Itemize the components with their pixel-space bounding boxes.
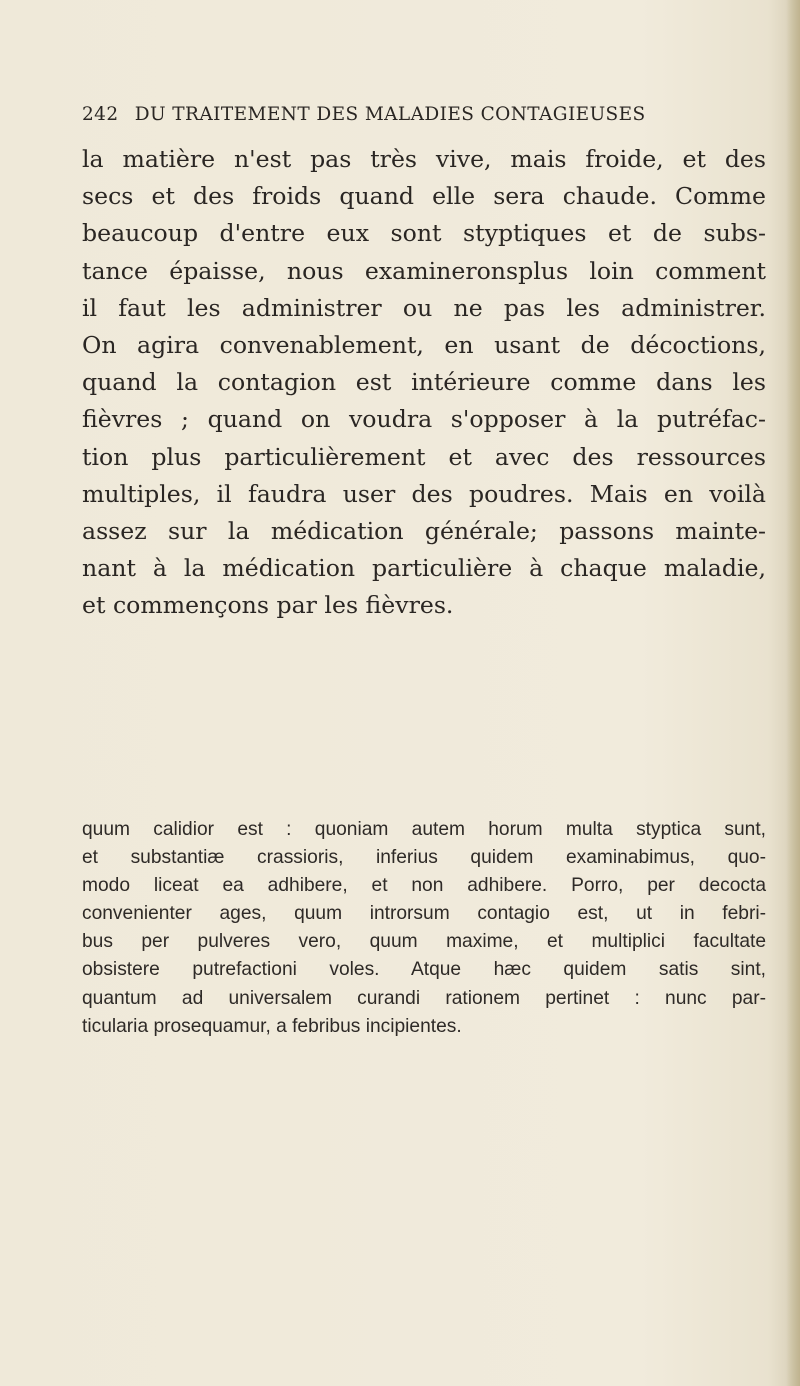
running-head bbox=[82, 104, 722, 125]
french-line: nant à la médication particulière à chaque maladie, bbox=[82, 554, 766, 583]
french-line: multiples, il faudra user des poudres. Mais en voilà bbox=[82, 479, 766, 508]
latin-line: convenienter ages, quum introrsum contagio est, ut in febri- bbox=[82, 903, 766, 925]
latin-paragraph bbox=[82, 816, 766, 1041]
french-line: On agira convenablement, en usant de décoctions, bbox=[82, 331, 766, 360]
latin-line: modo liceat ea adhibere, et non adhibere. Porro, per decocta bbox=[82, 875, 766, 897]
french-line: secs et des froids quand elle sera chaude. Comme bbox=[82, 182, 766, 211]
latin-line: quantum ad universalem curandi rationem pertinet : nunc par- bbox=[82, 987, 766, 1009]
french-line: tion plus particulièrement et avec des ressources bbox=[82, 442, 766, 471]
french-line: fièvres ; quand on voudra s'opposer à la putréfac- bbox=[82, 405, 766, 434]
page-number: 242 bbox=[82, 104, 119, 125]
french-line: tance épaisse, nous examineronsplus loin comment bbox=[82, 256, 766, 285]
latin-line-last: ticularia prosequamur, a febribus incipientes. bbox=[82, 1015, 462, 1037]
french-line-last: et commençons par les fièvres. bbox=[82, 591, 454, 620]
latin-line: obsistere putrefactioni voles. Atque hæc quidem satis sint, bbox=[82, 959, 766, 981]
latin-line: et substantiæ crassioris, inferius quidem examinabimus, quo- bbox=[82, 847, 766, 869]
running-head-title: DU TRAITEMENT DES MALADIES CONTAGIEUSES bbox=[134, 104, 646, 125]
french-line: assez sur la médication générale; passons mainte- bbox=[82, 517, 766, 546]
page-edge-shadow bbox=[786, 0, 800, 1386]
latin-line: bus per pulveres vero, quum maxime, et multiplici facultate bbox=[82, 931, 766, 953]
latin-line: quum calidior est : quoniam autem horum multa styptica sunt, bbox=[82, 819, 766, 840]
french-line: il faut les administrer ou ne pas les administrer. bbox=[82, 293, 766, 322]
french-line: beaucoup d'entre eux sont styptiques et de subs- bbox=[82, 219, 766, 248]
french-line: quand la contagion est intérieure comme dans les bbox=[82, 368, 766, 397]
french-paragraph bbox=[82, 141, 766, 625]
french-line: la matière n'est pas très vive, mais froide, et des bbox=[82, 145, 766, 173]
